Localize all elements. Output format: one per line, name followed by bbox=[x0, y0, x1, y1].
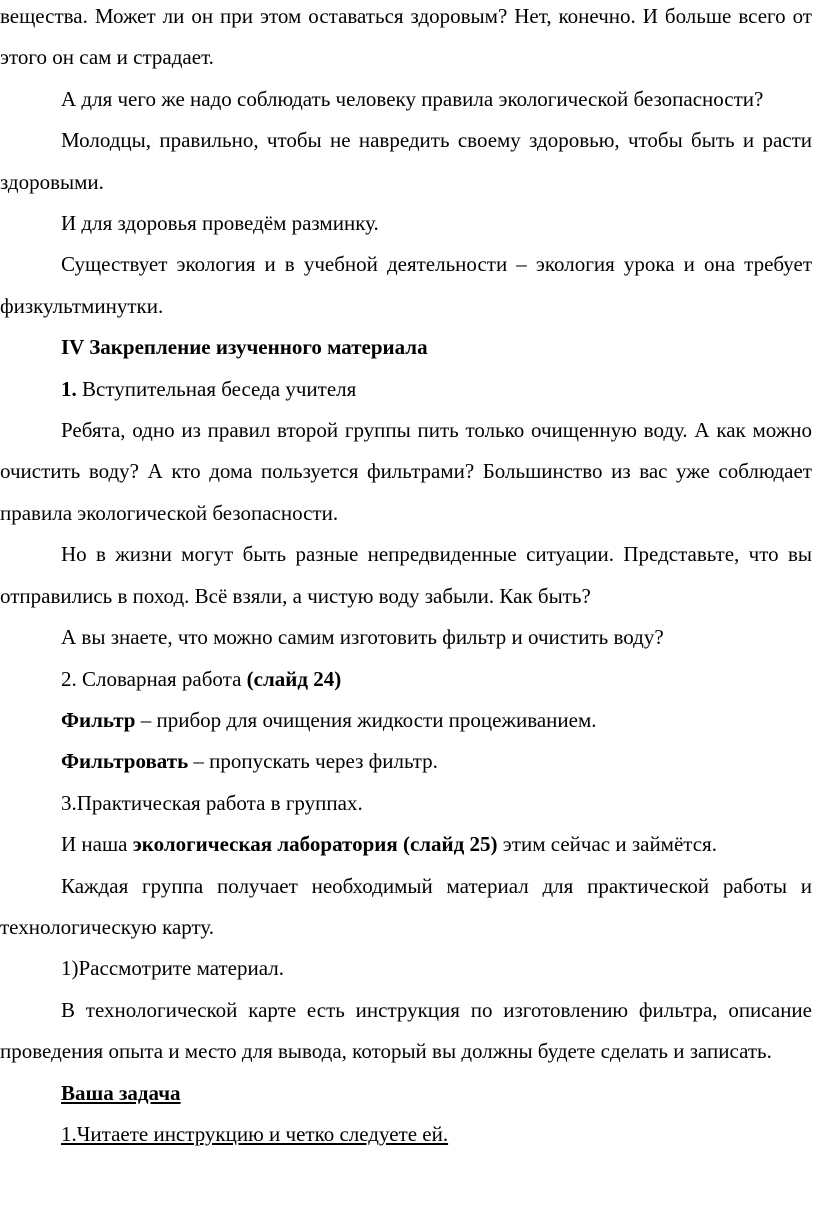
text-part: И наша bbox=[61, 832, 133, 857]
paragraph bbox=[0, 659, 812, 700]
term-definition: – пропускать через фильтр. bbox=[188, 749, 438, 774]
paragraph bbox=[0, 824, 812, 865]
definition bbox=[0, 741, 812, 782]
task-heading: Ваша задача bbox=[61, 1080, 181, 1105]
section-heading: IV Закрепление изученного материала bbox=[61, 335, 428, 360]
paragraph: вещества. Может ли он при этом оставаться здоровым? Нет, конечно. И больше всего от этого он сам и страдает. bbox=[0, 4, 812, 70]
paragraph: А для чего же надо соблюдать человеку правила экологической безопасности? bbox=[61, 86, 764, 111]
item-text: 2. Словарная работа bbox=[61, 666, 247, 691]
task-item: 1.Читаете инструкцию и четко следуете ей. bbox=[61, 1121, 449, 1146]
paragraph: Молодцы, правильно, чтобы не навредить своему здоровью, чтобы быть и расти здоровыми. bbox=[0, 128, 812, 194]
paragraph: А вы знаете, что можно самим изготовить фильтр и очистить воду? bbox=[61, 625, 664, 650]
term-definition: – прибор для очищения жидкости процеживанием. bbox=[135, 707, 597, 732]
paragraph bbox=[0, 369, 812, 410]
emphasis: экологическая лаборатория (слайд 25) bbox=[132, 832, 498, 857]
paragraph: 1)Рассмотрите материал. bbox=[61, 956, 284, 981]
item-number: 1. bbox=[61, 376, 77, 401]
paragraph: Но в жизни могут быть разные непредвиденные ситуации. Представьте, что вы отправились в поход. Всё взяли, а чистую воду забыли. Как быть? bbox=[0, 542, 812, 608]
paragraph: Ребята, одно из правил второй группы пить только очищенную воду. А как можно очистить воду? А кто дома пользуется фильтрами? Большинство из вас уже соблюдает правила экологической безопасности. bbox=[0, 418, 812, 525]
term: Фильтровать bbox=[61, 749, 189, 774]
paragraph: Существует экология и в учебной деятельности – экология урока и она требует физкультминутки. bbox=[0, 252, 812, 318]
slide-reference: (слайд 24) bbox=[246, 666, 342, 691]
text-part: этим сейчас и займётся. bbox=[497, 832, 717, 857]
paragraph: В технологической карте есть инструкция по изготовлению фильтра, описание проведения опыта и место для вывода, который вы должны будете сделать и записать. bbox=[0, 997, 812, 1064]
definition bbox=[0, 700, 812, 741]
paragraph: Каждая группа получает необходимый материал для практической работы и технологическую карту. bbox=[0, 873, 812, 939]
item-text: Вступительная беседа учителя bbox=[76, 376, 357, 401]
paragraph: И для здоровья проведём разминку. bbox=[61, 211, 379, 236]
term: Фильтр bbox=[61, 707, 136, 732]
paragraph: 3.Практическая работа в группах. bbox=[61, 790, 363, 815]
